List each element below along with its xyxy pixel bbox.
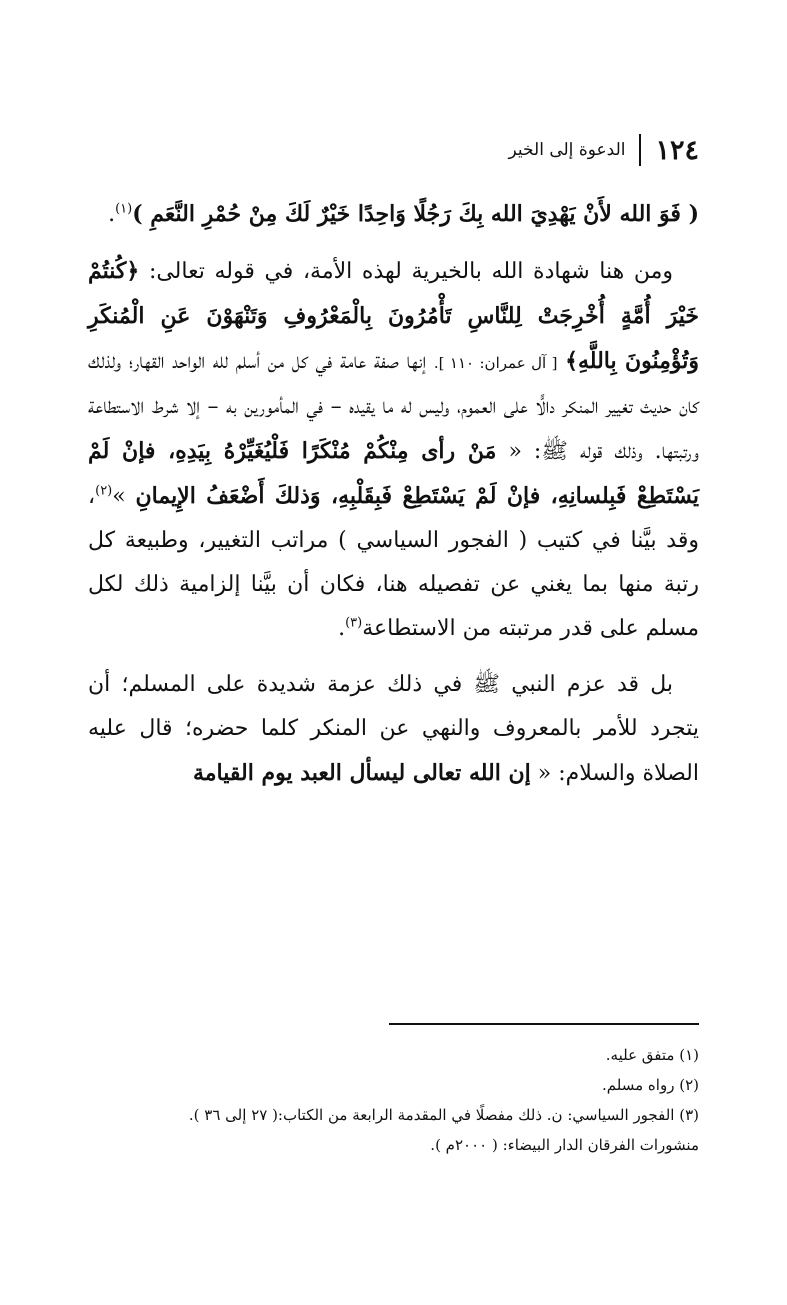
footnote-ref: (٢) [95,483,113,499]
paragraph-1 [88,192,699,237]
verse-reference: [ آل عمران: ١١٠ ]. [433,354,558,372]
header-separator [639,134,641,166]
paragraph-text: إنها صفة عامة في كل من أسلم لله الواحد القهار؛ ولذلك كان حديث تغيير المنكر دالًّا على العموم، وليس له ما يقيده – في المأمورين به – إلا شرط الاستطاعة ورتبتها. وذلك قوله ﷺ: « [88,349,699,464]
quran-verse: ﴿كُنتُمْ خَيْرَ أُمَّةٍ أُخْرِجَتْ لِلنَّاسِ تَأْمُرُونَ بِالْمَعْرُوفِ وَتَنْهَوْنَ عَنِ الْمُنكَرِ وَتُؤْمِنُونَ بِاللَّهِ﴾ [88,258,700,374]
paragraph-3 [88,663,699,796]
running-title: الدعوة إلى الخير [508,140,626,160]
paragraph-text: » [112,484,126,509]
footnote-rule [389,1023,699,1025]
footnote-ref: (١) [115,201,133,217]
paragraph-text: ومن هنا شهادة الله بالخيرية لهذه الأمة، في قوله تعالى: [148,259,673,284]
paragraph-2 [88,249,699,651]
punctuation: . [108,202,116,227]
footnote-3-continuation: منشورات الفرقان الدار البيضاء: ( ٢٠٠٠م ). [430,1136,699,1154]
paragraph-text: بل قد عزم النبي ﷺ في ذلك عزمة شديدة على المسلم؛ أن يتجرد للأمر بالمعروف والنهي عن المنكر كلما حضره؛ قال عليه الصلاة والسلام: « [88,672,699,786]
footnote-ref: (٣) [345,615,363,631]
footnote-3: (٣) الفجور السياسي: ن. ذلك مفصلًا في المقدمة الرابعة من الكتاب:( ٢٧ إلى ٣٦ ). [188,1106,699,1124]
footnotes [88,1040,699,1160]
punctuation: . [338,616,346,641]
hadith-text: إن الله تعالى ليسأل العبد يوم القيامة [192,760,531,786]
footnote-1: (١) متفق عليه. [605,1046,699,1064]
page-header [88,130,699,170]
hadith-text: مَنْ رأى مِنْكُمْ مُنْكَرًا فَلْيُغَيِّرْهُ بِيَدِهِ، فإنْ لَمْ يَسْتَطِعْ فَبِلسانِهِ، فإنْ لَمْ يَسْتَطِعْ فَبِقَلْبِهِ، وَذلكَ أَضْعَفُ الإِيمانِ [88,438,699,509]
body-text [88,192,699,796]
page-number: ١٢٤ [655,134,699,166]
hadith-text: ( فَوَ الله لأَنْ يَهْدِيَ الله بِكَ رَجُلًا وَاحِدًا خَيْرٌ لَكَ مِنْ حُمْرِ النَّعَمِ ) [132,201,699,227]
paragraph-text: ، وقد بيَّنا في كتيب ( الفجور السياسي ) مراتب التغيير، وطبيعة كل رتبة منها بما يغني عن تفصيله هنا، فكان أن بيَّنا إلزامية ذلك لكل مسلم على قدر مرتبته من الاستطاعة [88,484,699,641]
footnote-2: (٢) رواه مسلم. [602,1076,699,1094]
